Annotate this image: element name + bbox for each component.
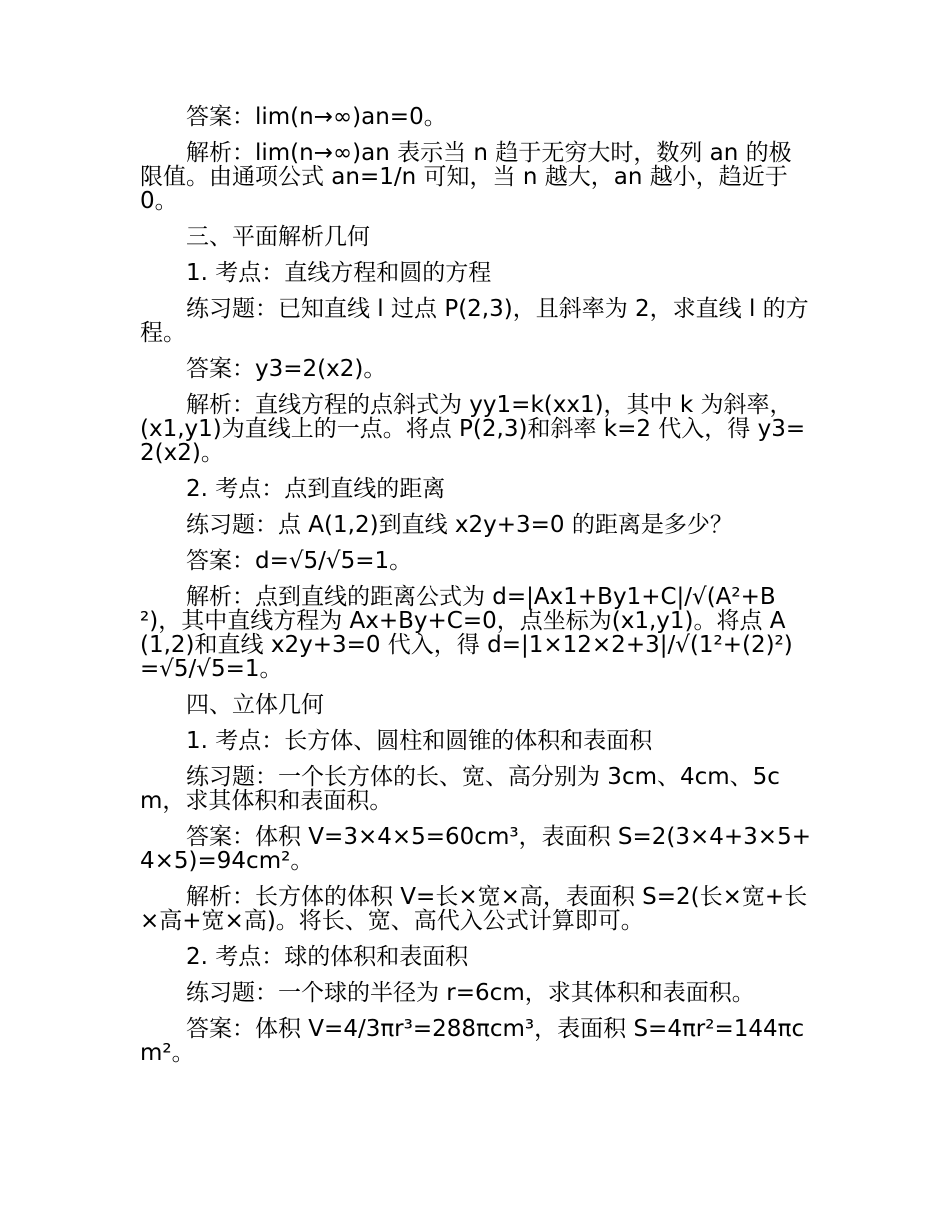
- section-heading-analytic-geometry: 三、平面解析几何: [186, 224, 370, 250]
- exercise-point-line-distance: 练习题：点 A(1,2)到直线 x2y+3=0 的距离是多少？: [186, 512, 733, 538]
- topic-line-and-circle-equations: 1. 考点：直线方程和圆的方程: [186, 260, 492, 286]
- exercise-sphere: 练习题：一个球的半径为 r=6cm，求其体积和表面积。: [186, 980, 755, 1006]
- answer-line-equation: 答案：y3=2(x2)。: [186, 356, 387, 382]
- answer-cuboid: 答案：体积 V=3×4×5=60cm³，表面积 S=2(3×4+3×5+4×5)=94cm²。: [140, 824, 811, 874]
- analysis-cuboid: 解析：长方体的体积 V=长×宽×高，表面积 S=2(长×宽+长×高+宽×高)。将长、宽、高代入公式计算即可。: [140, 884, 808, 934]
- exercise-cuboid: 练习题：一个长方体的长、宽、高分别为 3cm、4cm、5cm，求其体积和表面积。: [140, 764, 780, 814]
- analysis-line-equation: 解析：直线方程的点斜式为 yy1=k(xx1)，其中 k 为斜率，(x1,y1)为直线上的一点。将点 P(2,3)和斜率 k=2 代入，得 y3=2(x2)。: [140, 392, 806, 466]
- answer-limit: 答案：lim(n→∞)an=0。: [186, 104, 447, 130]
- document-body: [140, 105, 812, 1077]
- analysis-limit: 解析：lim(n→∞)an 表示当 n 趋于无穷大时，数列 an 的极限值。由通项公式 an=1/n 可知，当 n 越大，an 越小，趋近于 0。: [140, 140, 792, 214]
- answer-point-line-distance: 答案：d=√5/√5=1。: [186, 548, 413, 574]
- section-heading-solid-geometry: 四、立体几何: [186, 692, 324, 718]
- exercise-line-equation: 练习题：已知直线 l 过点 P(2,3)，且斜率为 2，求直线 l 的方程。: [140, 296, 809, 346]
- answer-sphere: 答案：体积 V=4/3πr³=288πcm³，表面积 S=4πr²=144πcm²。: [140, 1016, 805, 1066]
- topic-cuboid-cylinder-cone: 1. 考点：长方体、圆柱和圆锥的体积和表面积: [186, 728, 653, 754]
- topic-point-line-distance: 2. 考点：点到直线的距离: [186, 476, 446, 502]
- topic-sphere: 2. 考点：球的体积和表面积: [186, 944, 469, 970]
- analysis-point-line-distance: 解析：点到直线的距离公式为 d=|Ax1+By1+C|/√(A²+B²)，其中直线方程为 Ax+By+C=0，点坐标为(x1,y1)。将点 A(1,2)和直线 x2y+3=0 代入，得 d=|1×12×2+3|/√(1²+(2)²)=√5/√5=1。: [140, 584, 793, 682]
